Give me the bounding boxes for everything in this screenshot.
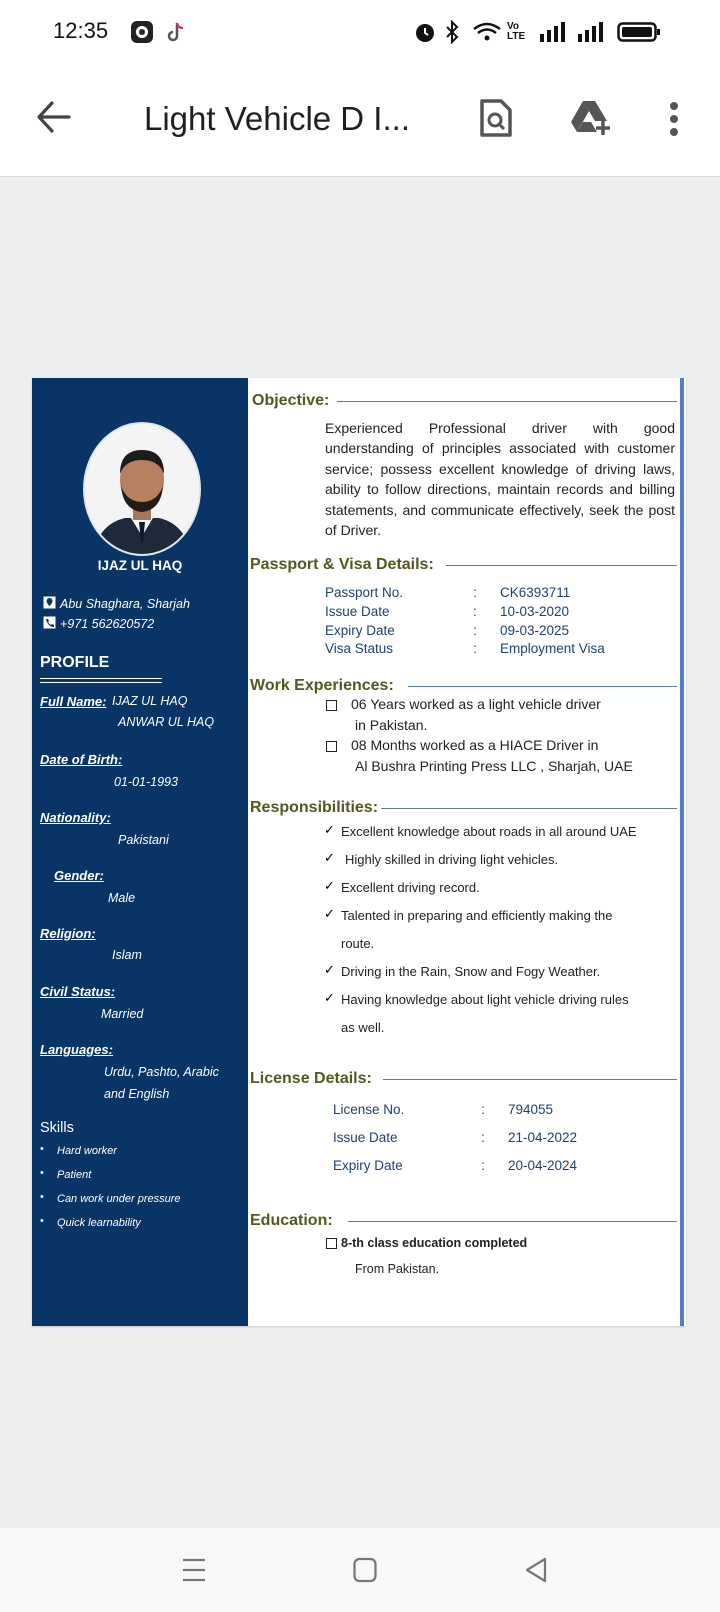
skill-bullet: • — [40, 1215, 44, 1227]
responsibility-item: Driving in the Rain, Snow and Fogy Weather. — [341, 964, 601, 979]
skill-item: Quick learnability — [57, 1217, 141, 1229]
passport-value: 09-03-2025 — [500, 623, 570, 638]
cv-address: Abu Shaghara, Sharjah — [60, 597, 190, 611]
passport-colon: : — [473, 641, 477, 656]
license-value: 20-04-2024 — [508, 1158, 578, 1173]
gender-value: Male — [108, 891, 136, 905]
passport-colon: : — [473, 604, 477, 619]
home-icon[interactable] — [352, 1556, 378, 1589]
signal-icon-2 — [576, 20, 606, 44]
clock: 12:35 — [53, 18, 109, 43]
education-rule — [348, 1221, 677, 1222]
profile-heading: PROFILE — [40, 654, 110, 671]
license-value: 21-04-2022 — [508, 1130, 578, 1145]
profile-photo — [83, 422, 201, 556]
app-bar — [0, 64, 720, 177]
languages-line2: and English — [104, 1087, 170, 1101]
education-line1: 8-th class education completed — [341, 1236, 528, 1250]
cv-sidebar — [32, 378, 248, 1326]
full-name-label: Full Name: — [40, 694, 107, 709]
license-colon: : — [481, 1130, 485, 1145]
responsibility-item: Highly skilled in driving light vehicles. — [345, 852, 559, 867]
cv-name: IJAZ UL HAQ — [97, 558, 183, 573]
document-search-icon[interactable] — [479, 98, 513, 143]
license-colon: : — [481, 1102, 485, 1117]
skill-bullet: • — [40, 1191, 44, 1203]
recent-apps-icon[interactable] — [181, 1556, 207, 1589]
bluetooth-icon — [444, 20, 460, 44]
languages-label: Languages: — [40, 1042, 113, 1057]
responsibilities-heading: Responsibilities: — [250, 799, 379, 816]
phone-icon — [43, 616, 56, 634]
religion-label: Religion: — [40, 926, 96, 941]
responsibility-item: Excellent driving record. — [341, 880, 480, 895]
passport-colon: : — [473, 623, 477, 638]
skill-bullet: • — [40, 1143, 44, 1155]
passport-value: 10-03-2020 — [500, 604, 570, 619]
responsibility-item: as well. — [341, 1020, 385, 1035]
work-1-line2: in Pakistan. — [355, 717, 428, 733]
page-accent-bar — [680, 378, 684, 1326]
status-bar — [0, 0, 720, 64]
signal-icon-1 — [538, 20, 568, 44]
battery-icon — [617, 20, 661, 44]
license-rule — [383, 1079, 677, 1080]
cv-phone: +971 562620572 — [60, 617, 155, 631]
objective-text: Experienced Professional driver with good understanding of principles associated with customer service; possess excellent knowledge of driving laws, ability to follow directions, maintain records and billing statements, and communicate effectively, seek the post of Driver. — [325, 420, 675, 539]
responsibility-item: Excellent knowledge about roads in all around UAE — [341, 824, 637, 839]
gender-label: Gender: — [54, 868, 104, 883]
volte-indicator: Vo LTE — [507, 21, 526, 42]
license-label: Expiry Date — [333, 1158, 403, 1173]
more-options-icon[interactable] — [668, 101, 680, 142]
license-label: Issue Date — [333, 1130, 398, 1145]
skill-bullet: • — [40, 1167, 44, 1179]
passport-value: CK6393711 — [500, 585, 571, 600]
responsibility-item: Having knowledge about light vehicle driving rules — [341, 992, 629, 1007]
checkmark-icon: ✓ — [324, 822, 335, 837]
full-name-line2: ANWAR UL HAQ — [118, 715, 215, 729]
profile-divider — [40, 678, 162, 683]
passport-label: Passport No. — [325, 585, 404, 600]
education-line2: From Pakistan. — [355, 1262, 440, 1276]
languages-line1: Urdu, Pashto, Arabic — [104, 1065, 219, 1079]
nationality-value: Pakistani — [118, 833, 169, 847]
skill-item: Hard worker — [57, 1145, 117, 1157]
responsibility-item: route. — [341, 936, 375, 951]
checkmark-icon: ✓ — [324, 850, 335, 865]
skill-item: Can work under pressure — [57, 1193, 181, 1205]
checkmark-icon: ✓ — [324, 962, 335, 977]
license-heading: License Details: — [250, 1070, 372, 1087]
skills-heading: Skills — [40, 1120, 74, 1136]
checkmark-icon: ✓ — [324, 878, 335, 893]
objective-rule — [337, 401, 677, 402]
civil-status-label: Civil Status: — [40, 984, 116, 999]
passport-label: Expiry Date — [325, 623, 395, 638]
objective-heading: Objective: — [252, 392, 330, 409]
location-icon — [43, 596, 56, 614]
checkbox-icon — [326, 741, 337, 752]
passport-label: Visa Status — [325, 641, 394, 656]
full-name-line1: IJAZ UL HAQ — [112, 694, 188, 708]
document-title: Light Vehicle D I... — [144, 100, 410, 137]
work-2-line1: 08 Months worked as a HIACE Driver in — [351, 737, 599, 753]
religion-value: Islam — [112, 948, 142, 962]
back-arrow-icon[interactable] — [36, 100, 72, 139]
add-to-drive-icon[interactable] — [569, 99, 613, 142]
responsibility-item: Talented in preparing and efficiently making the — [341, 908, 613, 923]
work-2-line2: Al Bushra Printing Press LLC , Sharjah, UAE — [355, 758, 633, 774]
passport-heading: Passport & Visa Details: — [250, 556, 434, 573]
passport-label: Issue Date — [325, 604, 390, 619]
tiktok-app-icon — [164, 20, 186, 44]
work-1-line1: 06 Years worked as a light vehicle driver — [351, 696, 601, 712]
wifi-icon — [472, 20, 502, 44]
responsibilities-rule — [381, 808, 677, 809]
checkmark-icon: ✓ — [324, 906, 335, 921]
document-page[interactable] — [32, 378, 686, 1326]
passport-rule — [446, 565, 677, 566]
checkbox-icon — [326, 1238, 337, 1249]
dob-value: 01-01-1993 — [114, 775, 178, 789]
license-value: 794055 — [508, 1102, 554, 1117]
messenger-app-icon — [130, 20, 154, 44]
education-heading: Education: — [250, 1212, 333, 1229]
checkmark-icon: ✓ — [324, 990, 335, 1005]
work-rule — [408, 686, 677, 687]
license-colon: : — [481, 1158, 485, 1173]
checkbox-icon — [326, 700, 337, 711]
passport-value: Employment Visa — [500, 641, 605, 656]
license-label: License No. — [333, 1102, 405, 1117]
skill-item: Patient — [57, 1169, 92, 1181]
dob-label: Date of Birth: — [40, 752, 123, 767]
system-nav-bar — [0, 1528, 720, 1612]
passport-colon: : — [473, 585, 477, 600]
back-nav-icon[interactable] — [523, 1556, 549, 1589]
work-heading: Work Experiences: — [250, 677, 394, 694]
alarm-icon — [413, 20, 437, 44]
nationality-label: Nationality: — [40, 810, 111, 825]
civil-status-value: Married — [101, 1007, 144, 1021]
